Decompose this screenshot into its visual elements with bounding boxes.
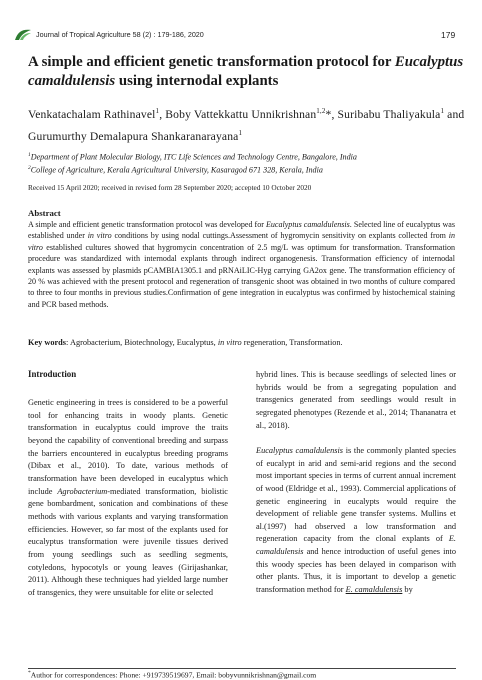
introduction-paragraph-1 <box>28 397 228 600</box>
keywords <box>28 338 468 347</box>
received-dates: Received 15 April 2020; received in revised form 28 September 2020; accepted 10 October 2020 <box>28 183 312 192</box>
paragraph-italic: Agrobacterium <box>57 486 108 496</box>
affiliation-sup: 1 <box>28 152 31 158</box>
footnote-mark: * <box>28 670 31 676</box>
paper-title <box>28 53 468 91</box>
abstract-italic: in vitro <box>28 231 455 252</box>
paragraph-italic: Eucalyptus camaldulensis <box>256 445 344 455</box>
body-column-left <box>28 369 228 600</box>
abstract-text <box>28 219 455 310</box>
paragraph-text: Genetic engineering in trees is considered to be a powerful tool for enhancing traits in woody plants. Genetic transformation in eucalyptus could improve the traits beyond the capability of conventional breeding and surpass the barriers encountered in eucalyptus breeding programs (Dibax et al., 2010). To date, various methods of transformation have been developed in eucalyptus which include <box>28 398 228 496</box>
affiliation-text: College of Agriculture, Kerala Agricultural University, Kasaragod 671 328, Kerala, India <box>30 165 323 175</box>
author-name: Venkatachalam Rathinavel <box>28 107 156 121</box>
footnote-text: Author for correspondences: Phone: +919739519697, Email: bobyvunnikrishnan@gmail.com <box>30 670 317 680</box>
abstract-italic: Eucalyptus camaldulensis <box>265 220 350 229</box>
abstract-part: established cultures showed that hygromycin concentration of 2.5 mg/L was optimum for transformation. Transformation procedure was standardized with internodal explants through indirect organogenesis. Transformation efficiency of internodal explants was assessed by plasmids pCAMBIA1305.1 and pRNAiLIC-Hyg carrying GA2ox gene. The transformation efficiency of 20 % was achieved with the present protocol and regeneration of transgenic shoot was obtained in two months of culture compared to three to four months in previous studies.Confirmation of gene integration in eucalyptus was confirmed by histochemical staining and PCR based methods. <box>28 242 455 309</box>
abstract-italic: in vitro <box>87 231 112 241</box>
paragraph-italic: E. camaldulensis <box>256 534 456 557</box>
corresponding-mark: * <box>325 107 332 121</box>
title-text: A simple and efficient genetic transformation protocol for <box>28 54 395 70</box>
abstract-part: conditions by using nodal cuttings.Assessment of hygromycin sensitivity on explants collected from <box>111 231 449 241</box>
introduction-paragraph-1-cont <box>256 369 456 432</box>
author-sup: 1 <box>440 107 445 115</box>
author-name: , Boby Vattekkattu Unnikrishnan <box>159 107 317 121</box>
affiliation-text: Department of Plant Molecular Biology, ITC Life Sciences and Technology Centre, Bangalore, India <box>30 152 357 162</box>
corresponding-author-footnote <box>28 670 316 680</box>
abstract-part: A simple and efficient genetic transformation protocol was developed for <box>28 220 266 229</box>
keywords-text: regeneration, Transformation. <box>241 338 343 347</box>
author-name: , Suribabu Thaliyakula <box>331 107 441 121</box>
abstract-part: . Selected line of eucalyptus was established under <box>28 220 455 241</box>
page-header <box>0 0 482 44</box>
author-name: and Gurumurthy Demalapura Shankaranarayana <box>28 107 465 143</box>
paragraph-italic: E. camaldulensis <box>345 585 403 595</box>
keywords-text: : Agrobacterium, Biotechnology, Eucalyptus, <box>66 338 218 347</box>
page-number: 179 <box>441 30 456 40</box>
paragraph-text: hybrid lines. This is because seedlings of selected lines or hybrids would be from a segregating population and transgenics generated from seedlings would result in segregated phenotypes (Rezende et al., 2014; Thananatra et al., 2018). <box>256 370 456 430</box>
author-sup: 1,2 <box>316 107 326 115</box>
paragraph-text: -mediated transformation, biolistic gene bombardment, sonication and combinations of these methods with various explants and varying transformation efficiencies. However, so far most of the explants used for eucalyptus transformation were juvenile tissues derived from young seedlings such as seedling segments, cotyledons, hypocotyls or young leaves (Girijashankar, 2011). Although these techniques had yielded large number of transgenics, they were unsuitable for elite or selected <box>28 486 228 597</box>
introduction-paragraph-2 <box>256 445 456 597</box>
journal-citation: Journal of Tropical Agriculture 58 (2) : 179-186, 2020 <box>36 30 204 39</box>
paragraph-text: is the commonly planted species of eucalypt in arid and semi-arid regions and the second most important species in terms of current annual increment of wood (Eldridge et al., 1993). Commercial applications of genetic engineering in eucalypts would require the development of reliable gene transfer systems. Mullins et al.(1997) had observed a low transformation and regeneration capacity from the clonal explants of <box>256 445 456 544</box>
affiliations <box>28 150 468 176</box>
author-sup: 1 <box>238 128 243 137</box>
journal-logo-icon <box>14 28 32 41</box>
author-sup: 1 <box>155 107 160 115</box>
paragraph-text: and hence introduction of useful genes into this woody species has been delayed in comparison with other plants. Thus, it is important to develop a genetic transformation method for <box>256 547 456 595</box>
introduction-heading: Introduction <box>28 369 77 379</box>
title-text-end: using internodal explants <box>115 73 279 89</box>
affiliation-2 <box>28 163 468 176</box>
abstract-heading: Abstract <box>28 208 61 218</box>
author-list <box>28 102 468 146</box>
keywords-italic: in vitro <box>217 338 242 347</box>
paragraph-text: by <box>402 585 413 595</box>
affiliation-sup: 2 <box>28 165 31 172</box>
keywords-label: Key words <box>28 338 67 347</box>
body-column-right <box>256 369 456 597</box>
title-species: Eucalyptus camaldulensis <box>28 54 464 89</box>
affiliation-1 <box>28 150 468 163</box>
footnote-rule <box>28 668 456 669</box>
